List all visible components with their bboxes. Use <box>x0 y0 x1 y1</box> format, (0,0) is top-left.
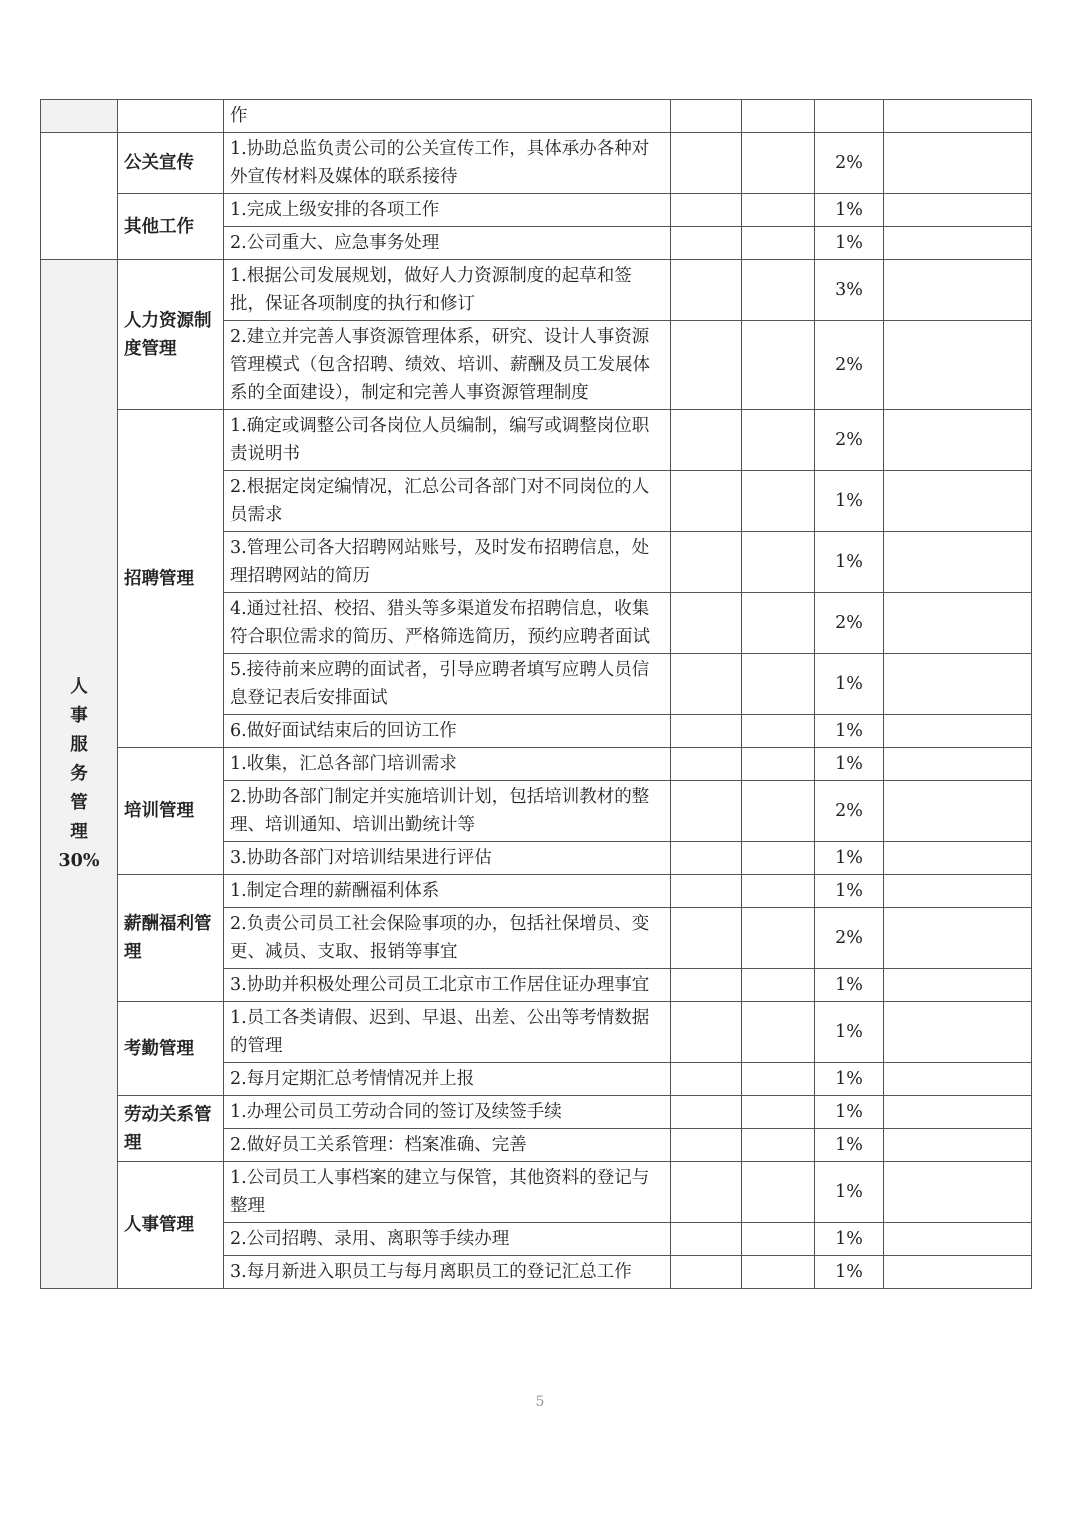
blank-cell <box>815 100 884 133</box>
blank-cell <box>671 227 742 260</box>
blank-cell <box>742 654 815 715</box>
blank-cell <box>884 471 1032 532</box>
section-name: 人力资源制度管理 <box>118 260 224 410</box>
weight-cell: 1% <box>815 715 884 748</box>
weight-cell: 2% <box>815 321 884 410</box>
blank-cell <box>671 260 742 321</box>
blank-cell <box>884 593 1032 654</box>
blank-cell <box>742 227 815 260</box>
table-row <box>41 410 1032 471</box>
weight-cell: 1% <box>815 1129 884 1162</box>
task-description: 2.做好员工关系管理：档案准确、完善 <box>224 1129 671 1162</box>
section-name: 考勤管理 <box>118 1002 224 1096</box>
blank-cell <box>671 410 742 471</box>
table-row <box>41 260 1032 321</box>
blank-cell <box>884 532 1032 593</box>
weight-cell: 1% <box>815 532 884 593</box>
task-description: 2.协助各部门制定并实施培训计划，包括培训教材的整理、培训通知、培训出勤统计等 <box>224 781 671 842</box>
blank-cell <box>671 100 742 133</box>
blank-cell <box>742 875 815 908</box>
task-description: 3.协助并积极处理公司员工北京市工作居住证办理事宜 <box>224 969 671 1002</box>
blank-cell <box>742 1129 815 1162</box>
category-label: 人事服务管理 <box>70 676 88 842</box>
task-description: 1.根据公司发展规划，做好人力资源制度的起草和签批，保证各项制度的执行和修订 <box>224 260 671 321</box>
blank-cell <box>742 748 815 781</box>
weight-cell: 1% <box>815 875 884 908</box>
blank-cell <box>671 654 742 715</box>
blank-cell <box>884 969 1032 1002</box>
kpi-table <box>40 99 1032 1289</box>
blank-cell <box>742 1256 815 1289</box>
blank-cell <box>671 1063 742 1096</box>
blank-cell <box>742 781 815 842</box>
table-row <box>41 100 1032 133</box>
task-description: 3.每月新进入职员工与每月离职员工的登记汇总工作 <box>224 1256 671 1289</box>
blank-cell <box>671 593 742 654</box>
blank-cell <box>742 133 815 194</box>
weight-cell: 1% <box>815 471 884 532</box>
blank-cell <box>742 471 815 532</box>
page-number: 5 <box>535 1394 545 1410</box>
task-description: 3.协助各部门对培训结果进行评估 <box>224 842 671 875</box>
task-description: 4.通过社招、校招、猎头等多渠道发布招聘信息，收集符合职位需求的简历、严格筛选简历，预约应聘者面试 <box>224 593 671 654</box>
blank-cell <box>884 410 1032 471</box>
section-name: 薪酬福利管理 <box>118 875 224 1002</box>
section-name: 其他工作 <box>118 194 224 260</box>
blank-cell <box>884 1256 1032 1289</box>
blank-cell <box>884 1223 1032 1256</box>
blank-cell <box>671 1002 742 1063</box>
task-description: 2.公司招聘、录用、离职等手续办理 <box>224 1223 671 1256</box>
weight-cell: 1% <box>815 227 884 260</box>
blank-cell <box>671 1162 742 1223</box>
blank-cell <box>671 532 742 593</box>
task-description: 1.协助总监负责公司的公关宣传工作，具体承办各种对外宣传材料及媒体的联系接待 <box>224 133 671 194</box>
weight-cell: 2% <box>815 133 884 194</box>
blank-cell <box>671 908 742 969</box>
blank-cell <box>884 133 1032 194</box>
weight-cell: 1% <box>815 969 884 1002</box>
table-row <box>41 1162 1032 1223</box>
task-description: 2.每月定期汇总考情情况并上报 <box>224 1063 671 1096</box>
section-name-cell <box>118 100 224 133</box>
blank-cell <box>884 654 1032 715</box>
task-description: 3.管理公司各大招聘网站账号，及时发布招聘信息，处理招聘网站的简历 <box>224 532 671 593</box>
blank-cell <box>742 321 815 410</box>
table-row <box>41 133 1032 194</box>
category-cell <box>41 100 118 133</box>
task-description: 5.接待前来应聘的面试者，引导应聘者填写应聘人员信息登记表后安排面试 <box>224 654 671 715</box>
blank-cell <box>671 748 742 781</box>
blank-cell <box>884 1129 1032 1162</box>
section-name: 公关宣传 <box>118 133 224 194</box>
blank-cell <box>742 1063 815 1096</box>
task-description: 1.公司员工人事档案的建立与保管，其他资料的登记与整理 <box>224 1162 671 1223</box>
table-row <box>41 1096 1032 1129</box>
blank-cell <box>671 715 742 748</box>
blank-cell <box>742 532 815 593</box>
weight-cell: 1% <box>815 748 884 781</box>
task-description: 1.收集，汇总各部门培训需求 <box>224 748 671 781</box>
blank-cell <box>884 781 1032 842</box>
blank-cell <box>671 194 742 227</box>
table-row <box>41 1002 1032 1063</box>
section-name: 招聘管理 <box>118 410 224 748</box>
blank-cell <box>884 194 1032 227</box>
weight-cell: 2% <box>815 410 884 471</box>
blank-cell <box>742 1096 815 1129</box>
blank-cell <box>884 748 1032 781</box>
weight-cell: 1% <box>815 1256 884 1289</box>
weight-cell: 1% <box>815 842 884 875</box>
blank-cell <box>884 321 1032 410</box>
blank-cell <box>671 133 742 194</box>
section-name: 劳动关系管理 <box>118 1096 224 1162</box>
blank-cell <box>742 1223 815 1256</box>
weight-cell: 2% <box>815 908 884 969</box>
blank-cell <box>742 260 815 321</box>
blank-cell <box>884 875 1032 908</box>
blank-cell <box>671 842 742 875</box>
blank-cell <box>671 471 742 532</box>
blank-cell <box>671 321 742 410</box>
blank-cell <box>742 908 815 969</box>
blank-cell <box>671 1256 742 1289</box>
blank-cell <box>742 100 815 133</box>
blank-cell <box>884 1162 1032 1223</box>
weight-cell: 2% <box>815 781 884 842</box>
category-cell <box>41 260 118 1289</box>
blank-cell <box>884 227 1032 260</box>
blank-cell <box>742 410 815 471</box>
task-description: 2.建立并完善人事资源管理体系，研究、设计人事资源管理模式（包含招聘、绩效、培训、薪酬及员工发展体系的全面建设），制定和完善人事资源管理制度 <box>224 321 671 410</box>
blank-cell <box>671 1129 742 1162</box>
blank-cell <box>742 715 815 748</box>
weight-cell: 3% <box>815 260 884 321</box>
blank-cell <box>671 1096 742 1129</box>
blank-cell <box>884 1096 1032 1129</box>
section-name: 人事管理 <box>118 1162 224 1289</box>
weight-cell: 1% <box>815 1002 884 1063</box>
blank-cell <box>884 908 1032 969</box>
section-name: 培训管理 <box>118 748 224 875</box>
blank-cell <box>884 100 1032 133</box>
blank-cell <box>671 781 742 842</box>
task-description: 2.负责公司员工社会保险事项的办，包括社保增员、变更、减员、支取、报销等事宜 <box>224 908 671 969</box>
blank-cell <box>884 842 1032 875</box>
category-cell <box>41 133 118 260</box>
blank-cell <box>742 969 815 1002</box>
task-description: 1.制定合理的薪酬福利体系 <box>224 875 671 908</box>
task-description: 1.确定或调整公司各岗位人员编制，编写或调整岗位职责说明书 <box>224 410 671 471</box>
weight-cell: 2% <box>815 593 884 654</box>
blank-cell <box>671 969 742 1002</box>
blank-cell <box>884 260 1032 321</box>
blank-cell <box>742 593 815 654</box>
blank-cell <box>742 1162 815 1223</box>
task-description: 1.员工各类请假、迟到、早退、出差、公出等考情数据的管理 <box>224 1002 671 1063</box>
blank-cell <box>884 1063 1032 1096</box>
task-description: 6.做好面试结束后的回访工作 <box>224 715 671 748</box>
blank-cell <box>884 715 1032 748</box>
weight-cell: 1% <box>815 1096 884 1129</box>
table-row <box>41 194 1032 227</box>
task-description: 1.办理公司员工劳动合同的签订及续签手续 <box>224 1096 671 1129</box>
task-description: 2.根据定岗定编情况，汇总公司各部门对不同岗位的人员需求 <box>224 471 671 532</box>
blank-cell <box>671 1223 742 1256</box>
task-description: 2.公司重大、应急事务处理 <box>224 227 671 260</box>
category-weight: 30% <box>58 850 100 871</box>
blank-cell <box>742 1002 815 1063</box>
weight-cell: 1% <box>815 194 884 227</box>
table-row <box>41 748 1032 781</box>
blank-cell <box>742 842 815 875</box>
task-description: 作 <box>224 100 671 133</box>
table-row <box>41 875 1032 908</box>
weight-cell: 1% <box>815 1162 884 1223</box>
weight-cell: 1% <box>815 1223 884 1256</box>
blank-cell <box>671 875 742 908</box>
task-description: 1.完成上级安排的各项工作 <box>224 194 671 227</box>
blank-cell <box>742 194 815 227</box>
weight-cell: 1% <box>815 654 884 715</box>
weight-cell: 1% <box>815 1063 884 1096</box>
blank-cell <box>884 1002 1032 1063</box>
